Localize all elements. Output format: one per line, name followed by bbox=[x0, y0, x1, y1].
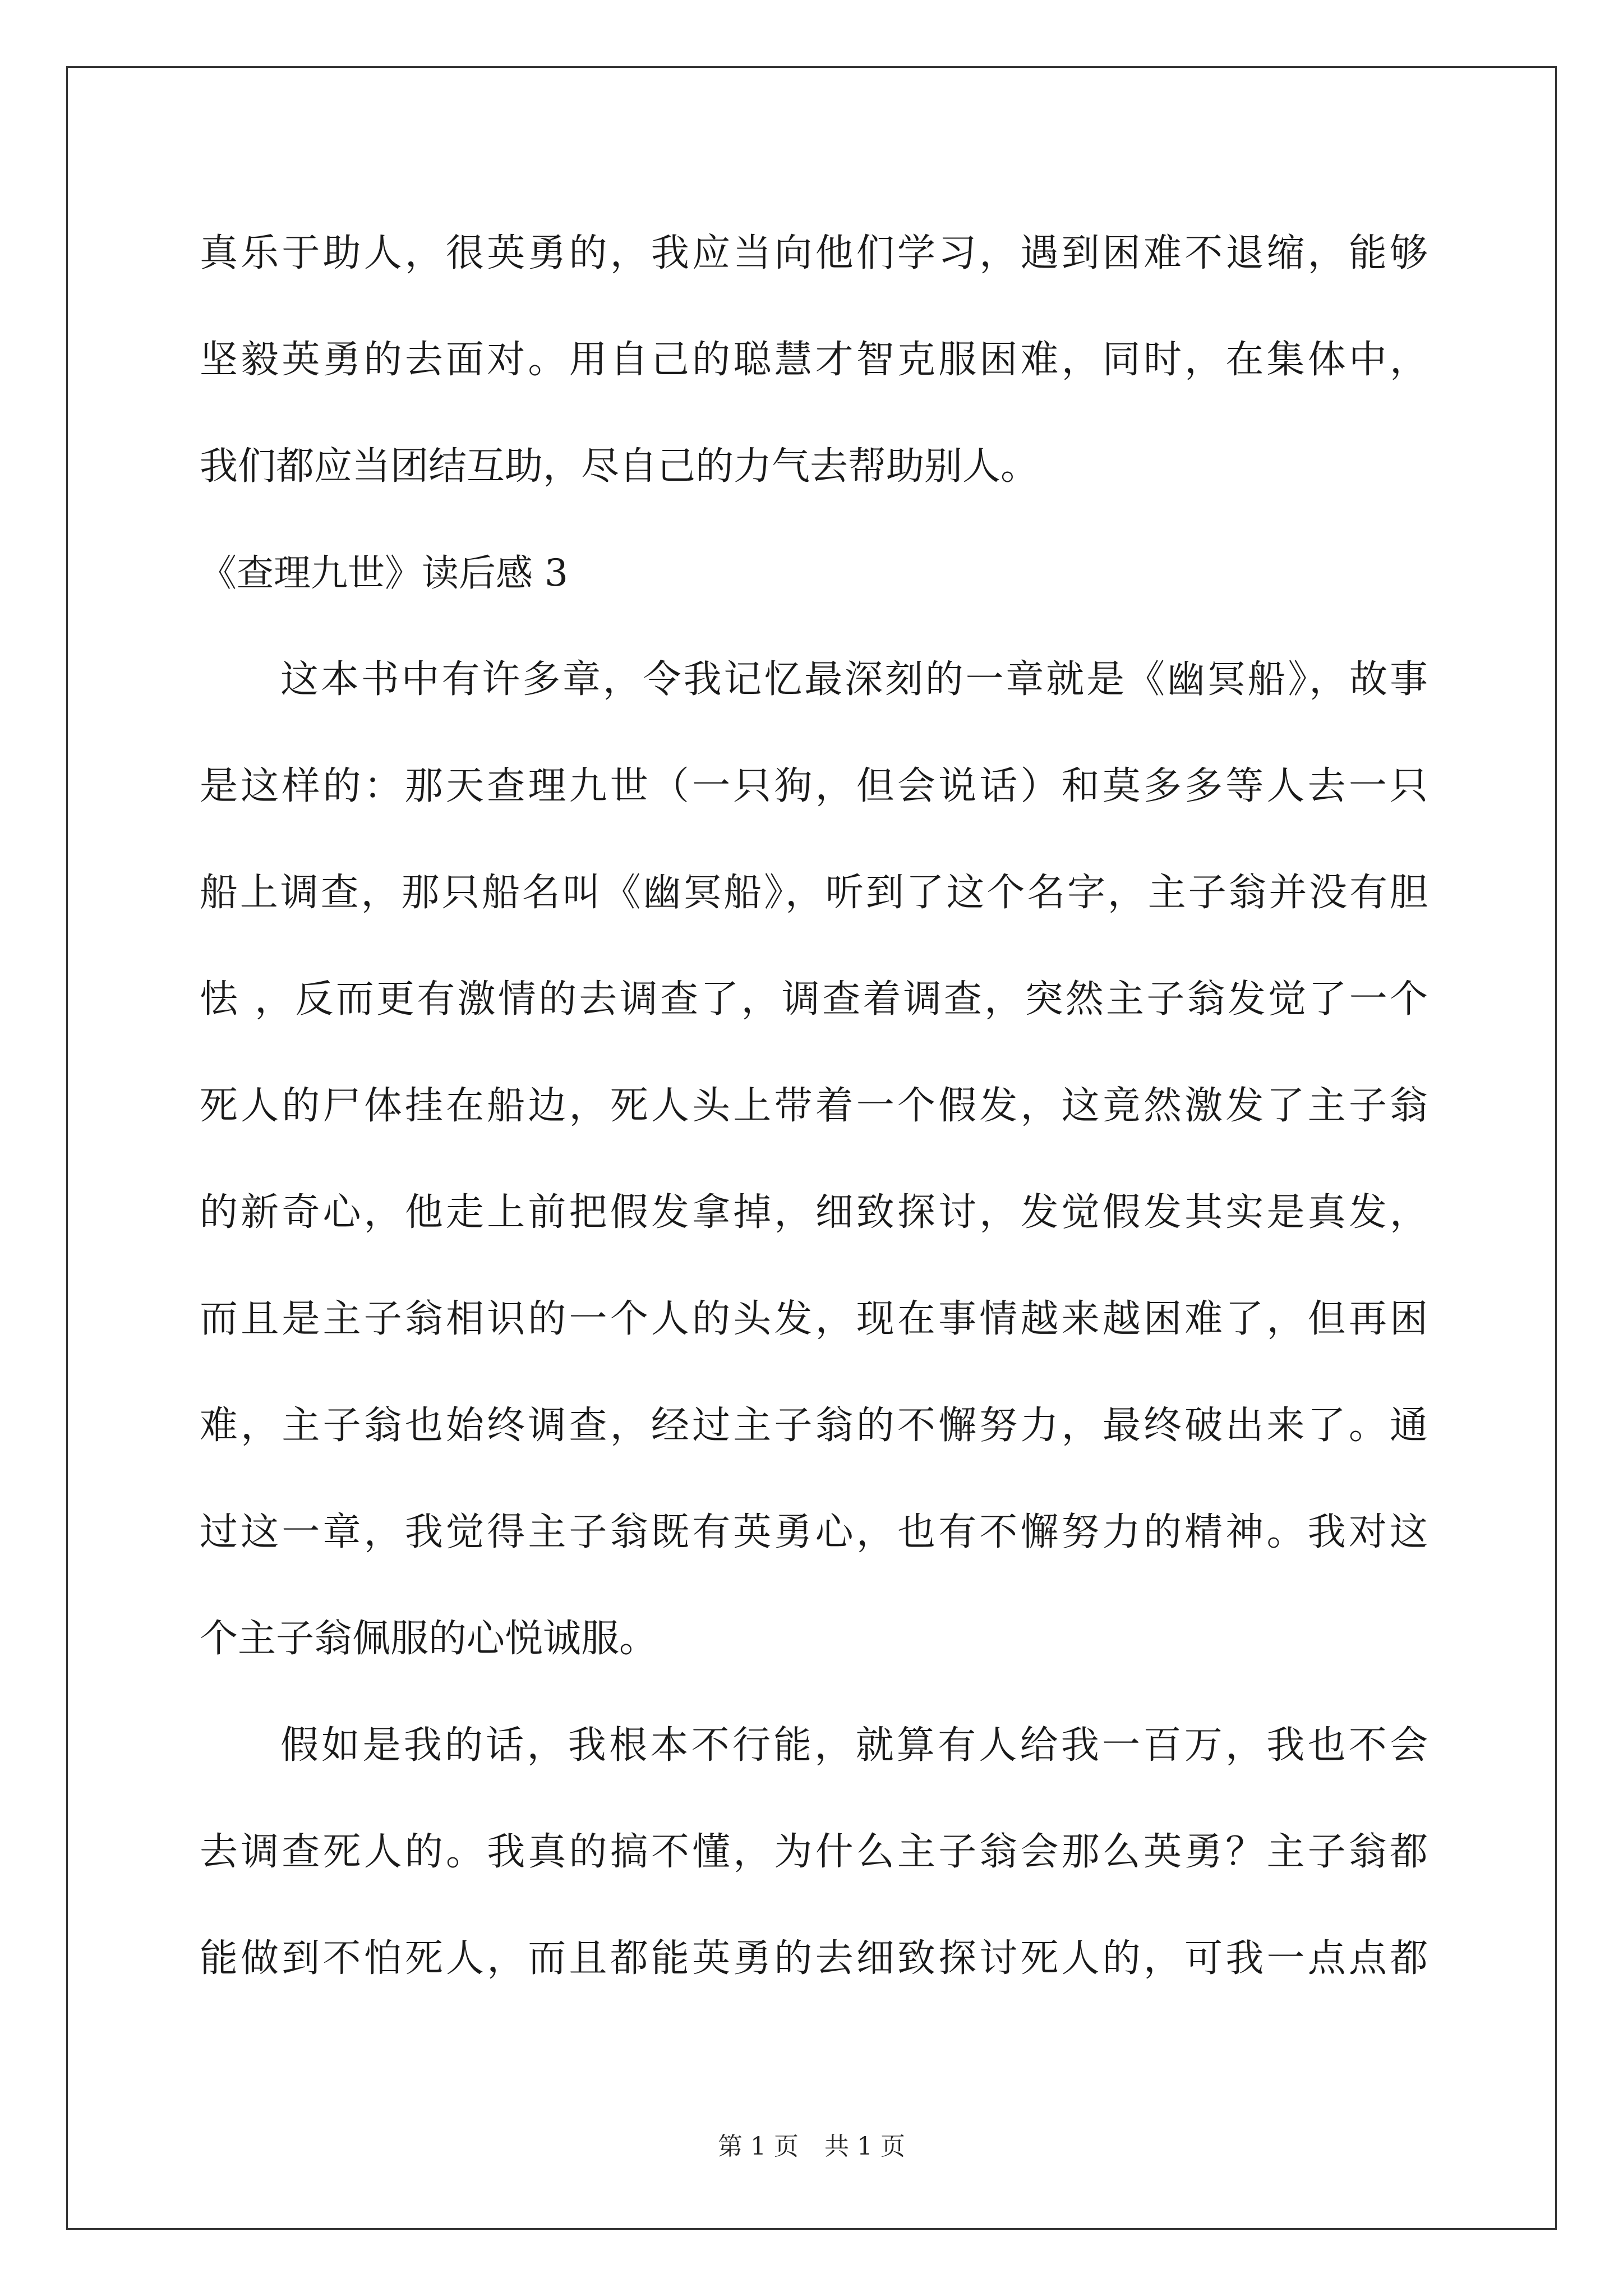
document-body bbox=[200, 214, 1428, 2026]
section-heading: 《查理九世》读后感 3 bbox=[200, 551, 568, 595]
paragraph-line: 过这一章，我觉得主子翁既有英勇心，也有不懈努力的精神。我对这 bbox=[200, 1510, 1428, 1554]
paragraph-line: 真乐于助人，很英勇的，我应当向他们学习，遇到困难不退缩，能够 bbox=[200, 231, 1428, 275]
paragraph-line: 能做到不怕死人，而且都能英勇的去细致探讨死人的，可我一点点都 bbox=[200, 1936, 1428, 1981]
paragraph-line: 假如是我的话，我根本不行能，就算有人给我一百万，我也不会 bbox=[280, 1723, 1428, 1768]
paragraph-line: 怯 ，反而更有激情的去调查了，调查着调查，突然主子翁发觉了一个 bbox=[200, 977, 1428, 1022]
paragraph-line: 个主子翁佩服的心悦诚服。 bbox=[200, 1617, 658, 1661]
paragraph-line: 难，主子翁也始终调查，经过主子翁的不懈努力，最终破出来了。通 bbox=[200, 1404, 1428, 1448]
page-footer bbox=[0, 2126, 1623, 2162]
paragraph-line: 而且是主子翁相识的一个人的头发，现在事情越来越困难了，但再困 bbox=[200, 1297, 1428, 1341]
paragraph-line: 是这样的：那天查理九世（一只狗，但会说话）和莫多多等人去一只 bbox=[200, 764, 1428, 808]
paragraph-line: 去调查死人的。我真的搞不懂，为什么主子翁会那么英勇？主子翁都 bbox=[200, 1830, 1428, 1874]
paragraph-line: 船上调查，那只船名叫《幽冥船》，听到了这个名字，主子翁并没有胆 bbox=[200, 871, 1428, 915]
paragraph-line: 坚毅英勇的去面对。用自己的聪慧才智克服困难，同时，在集体中， bbox=[200, 338, 1428, 382]
page-total: 共 1 页 bbox=[824, 2132, 905, 2161]
page-number: 第 1 页 bbox=[718, 2132, 799, 2161]
paragraph-line: 的新奇心，他走上前把假发拿掉，细致探讨，发觉假发其实是真发， bbox=[200, 1190, 1428, 1235]
paragraph-line: 我们都应当团结互助，尽自己的力气去帮助别人。 bbox=[200, 444, 1039, 489]
paragraph-line: 死人的尸体挂在船边，死人头上带着一个假发，这竟然激发了主子翁 bbox=[200, 1084, 1428, 1128]
paragraph-line: 这本书中有许多章，令我记忆最深刻的一章就是《幽冥船》，故事 bbox=[280, 657, 1428, 702]
